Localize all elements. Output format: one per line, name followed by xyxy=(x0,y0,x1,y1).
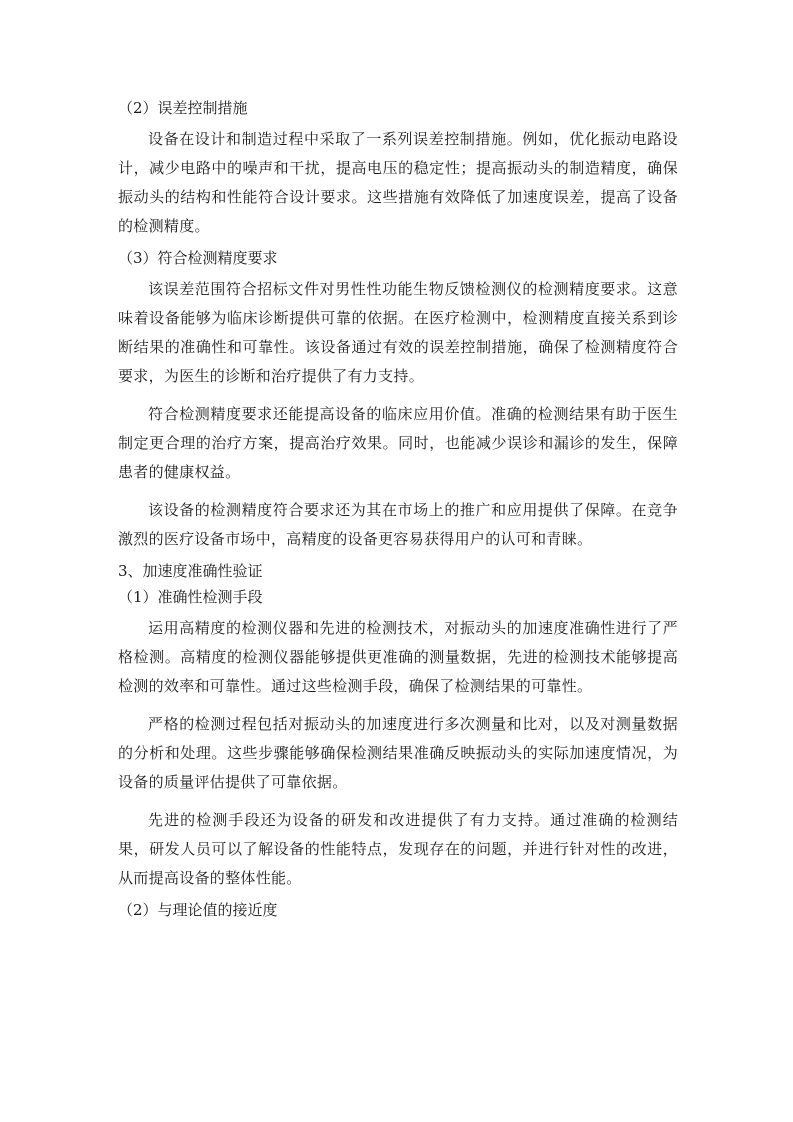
paragraph-detection-means-2: 严格的检测过程包括对振动头的加速度进行多次测量和比对，以及对测量数据的分析和处理。这些步骤能够确保检测结果准确反映振动头的实际加速度情况，为设备的质量评估提供了可靠依据。 xyxy=(118,715,678,791)
paragraph-detection-means-3: 先进的检测手段还为设备的研发和改进提供了有力支持。通过准确的检测结果，研发人员可以了解设备的性能特点，发现存在的问题，并进行针对性的改进，从而提高设备的整体性能。 xyxy=(118,811,678,887)
section-heading-accuracy-requirement: （3）符合检测精度要求 xyxy=(118,249,278,267)
section-heading-acceleration-verification: 3、加速度准确性验证 xyxy=(118,562,263,580)
paragraph-error-control: 设备在设计和制造过程中采取了一系列误差控制措施。例如，优化振动电路设计，减少电路中的噪声和干扰，提高电压的稳定性；提高振动头的制造精度，确保振动头的结构和性能符合设计要求。这些措施有效降低了加速度误差，提高了设备的检测精度。 xyxy=(118,130,678,235)
section-heading-error-control: （2）误差控制措施 xyxy=(118,99,248,117)
paragraph-accuracy-requirement-1: 该误差范围符合招标文件对男性性功能生物反馈检测仪的检测精度要求。这意味着设备能够为临床诊断提供可靠的依据。在医疗检测中，检测精度直接关系到诊断结果的准确性和可靠性。该设备通过有效的误差控制措施，确保了检测精度符合要求，为医生的诊断和治疗提供了有力支持。 xyxy=(118,280,678,385)
section-heading-theoretical-closeness: （2）与理论值的接近度 xyxy=(118,901,278,919)
document-body xyxy=(118,95,678,923)
paragraph-accuracy-requirement-3: 该设备的检测精度符合要求还为其在市场上的推广和应用提供了保障。在竞争激烈的医疗设备市场中，高精度的设备更容易获得用户的认可和青睐。 xyxy=(118,501,678,548)
paragraph-detection-means-1: 运用高精度的检测仪器和先进的检测技术，对振动头的加速度准确性进行了严格检测。高精度的检测仪器能够提供更准确的测量数据，先进的检测技术能够提高检测的效率和可靠性。通过这些检测手段，确保了检测结果的可靠性。 xyxy=(118,619,678,695)
paragraph-accuracy-requirement-2: 符合检测精度要求还能提高设备的临床应用价值。准确的检测结果有助于医生制定更合理的治疗方案，提高治疗效果。同时，也能减少误诊和漏诊的发生，保障患者的健康权益。 xyxy=(118,405,678,481)
section-heading-detection-means: （1）准确性检测手段 xyxy=(118,588,263,606)
